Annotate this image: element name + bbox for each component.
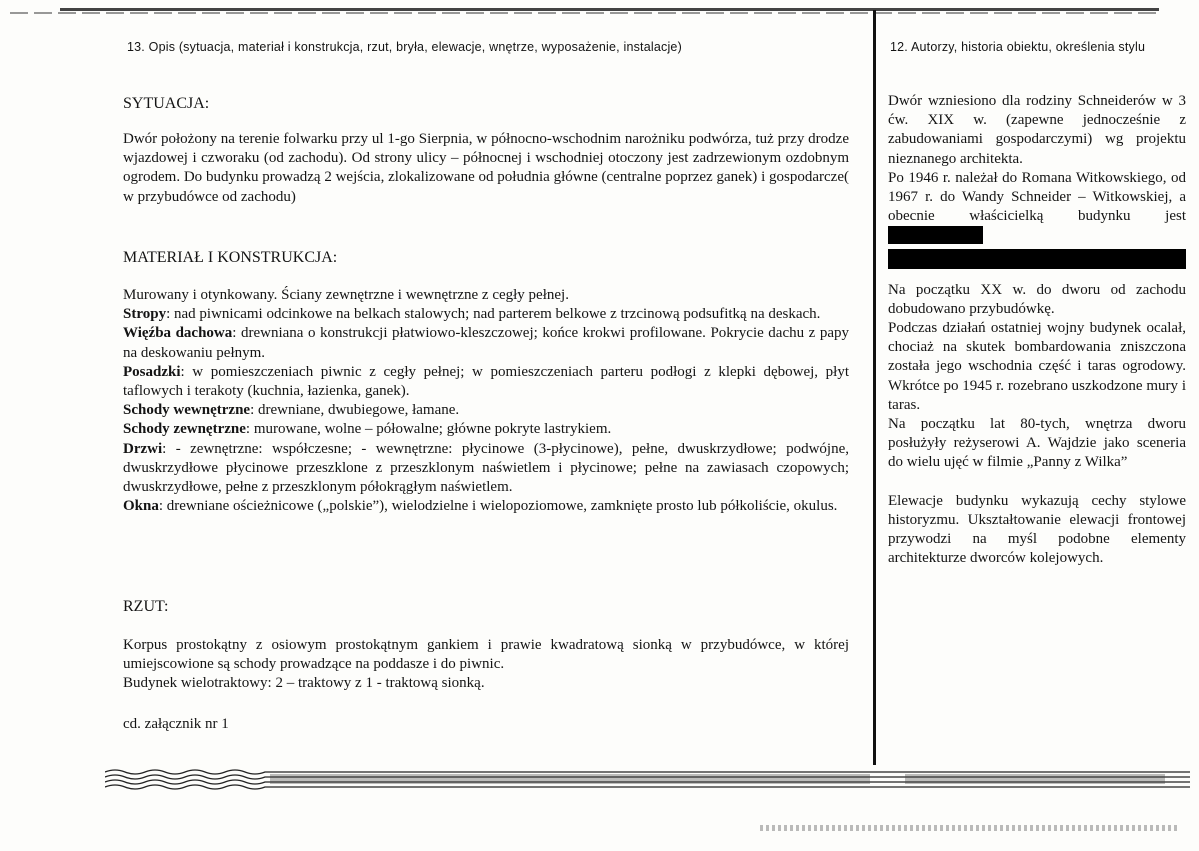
material-item-wiezba [123,324,849,362]
history-p5: Na początku lat 80-tych, wnętrza dworu posłużyły reżyserowi A. Wajdzie jako sceneria do wielu ujęć w filmie „Panny z Wilka” [888,416,1186,471]
redaction-box [888,226,983,244]
material-intro: Murowany i otynkowany. Ściany zewnętrzne i wewnętrzne z cegły pełnej. [123,287,569,303]
material-label: Drzwi [123,440,163,457]
sytuacja-text [123,130,849,207]
material-label: Posadzki [123,363,181,380]
material-text: : drewniane ościeżnicowe („polskie”), wielodzielne i wielopoziomowe, zamknięte prosto lub półkoliście, okulus. [158,498,838,515]
material-text: : - zewnętrzne: współczesne; - wewnętrzne: płycinowe (3-płycinowe), pełne, dwuskrzydłowe; podwójne, dwuskrzydłowe płycinowe przeszklone z przeszklonym naświetlem i płycinowe; pełne na zawiasach czopowych; dwuskrzydłowe, pełne z przeszklonym półokrągłym naświetlem. [123,440,849,496]
sytuacja-paragraph: Dwór położony na terenie folwarku przy ul 1-go Sierpnia, w północno-wschodnim narożniku podwórza, tuż przy drodze wjazdowej i czworaku (od zachodu). Od strony ulicy – północnej i wschodniej otoczony jest zadrzewionym ozdobnym ogrodem. Do budynku prowadzą 2 wejścia, zlokalizowane od południa główne (centralne poprzez ganek) i gospodarcze( w przybudówce od zachodu) [123,131,849,205]
history-p2 [888,169,1186,247]
top-border-dashes [10,12,1160,14]
material-item-okna [123,497,849,516]
history-p2-text: Po 1946 r. należał do Romana Witkowskiego, od 1967 r. do Wandy Schneider – Witkowskiej, a obecnie właścicielką budynku jest [888,169,1186,225]
section-header-description: 13. Opis (sytuacja, materiał i konstrukcja, rzut, bryła, elewacje, wnętrze, wyposażenie, instalacje) [127,40,682,54]
history-p1: Dwór wzniesiono dla rodziny Schneiderów w 3 ćw. XIX w. (zapewne jednocześnie z zabudowaniami gospodarczymi) wg projektu nieznanego architekta. [888,93,1186,167]
material-label: Stropy [123,306,167,323]
rzut-note-text: cd. załącznik nr 1 [123,716,229,732]
material-text: : w pomieszczeniach piwnic z cegły pełnej; w pomieszczeniach parteru podłogi z klepki dębowej, płyt taflowych i terakoty (kuchnia, łazienka, ganek). [123,363,849,400]
material-section [123,286,849,516]
heading-material: MATERIAŁ I KONSTRUKCJA: [123,249,338,266]
history-p4: Podczas działań ostatniej wojny budynek ocalał, chociaż na skutek bombardowania zniszczona została jego wschodnia część i taras ogrodowy. Wkrótce po 1945 r. rozebrano uszkodzone mury i taras. [888,320,1186,413]
material-label: Okna [123,498,159,515]
history-p6: Elewacje budynku wykazują cechy stylowe historyzmu. Ukształtowanie elewacji frontowej przywodzi na myśl podobne elementy architekturze dworców kolejowych. [888,492,1186,567]
footer-wavy-lines [105,768,1190,792]
material-text: : drewniana o konstrukcji płatwiowo-kleszczowej; końce krokwi profilowane. Pokrycie dachu z papy na deskowaniu pełnym. [123,325,849,361]
column-divider [873,10,876,765]
scan-artifact [760,825,1180,831]
material-label: Więźba dachowa [123,325,233,342]
rzut-note [123,715,849,734]
material-item-drzwi [123,440,849,498]
heading-sytuacja: SYTUACJA: [123,95,210,112]
heading-rzut: RZUT: [123,598,169,615]
history-p3: Na początku XX w. do dworu od zachodu dobudowano przybudówkę. [888,281,1186,317]
material-item-schody-wewn [123,401,849,420]
rzut-paragraph: Korpus prostokątny z osiowym prostokątnym gankiem i prawie kwadratową sionką w przybudówce, w której umiejscowione są schody prowadzące na poddasze i do piwnic. [123,637,849,673]
material-label: Schody zewnętrzne [123,421,246,438]
material-text: : murowane, wolne – półowalne; główne pokryte lastrykiem. [245,421,612,438]
history-section [888,92,1186,568]
rzut-line2: Budynek wielotraktowy: 2 – traktowy z 1 - traktową sionką. [123,675,485,692]
material-item-stropy [123,305,849,324]
material-text: : nad piwnicami odcinkowe na belkach stalowych; nad parterem belkowe z trzcinową podsufitką na deskach. [166,306,821,323]
material-label: Schody wewnętrzne [123,402,251,419]
material-item-posadzki [123,363,849,401]
section-header-authors: 12. Autorzy, historia obiektu, określenia stylu [890,40,1146,54]
redaction-box-2 [888,249,1186,269]
material-item-schody-zewn [123,420,849,439]
rzut-section [123,636,849,694]
material-text: : drewniane, dwubiegowe, łamane. [250,402,460,419]
